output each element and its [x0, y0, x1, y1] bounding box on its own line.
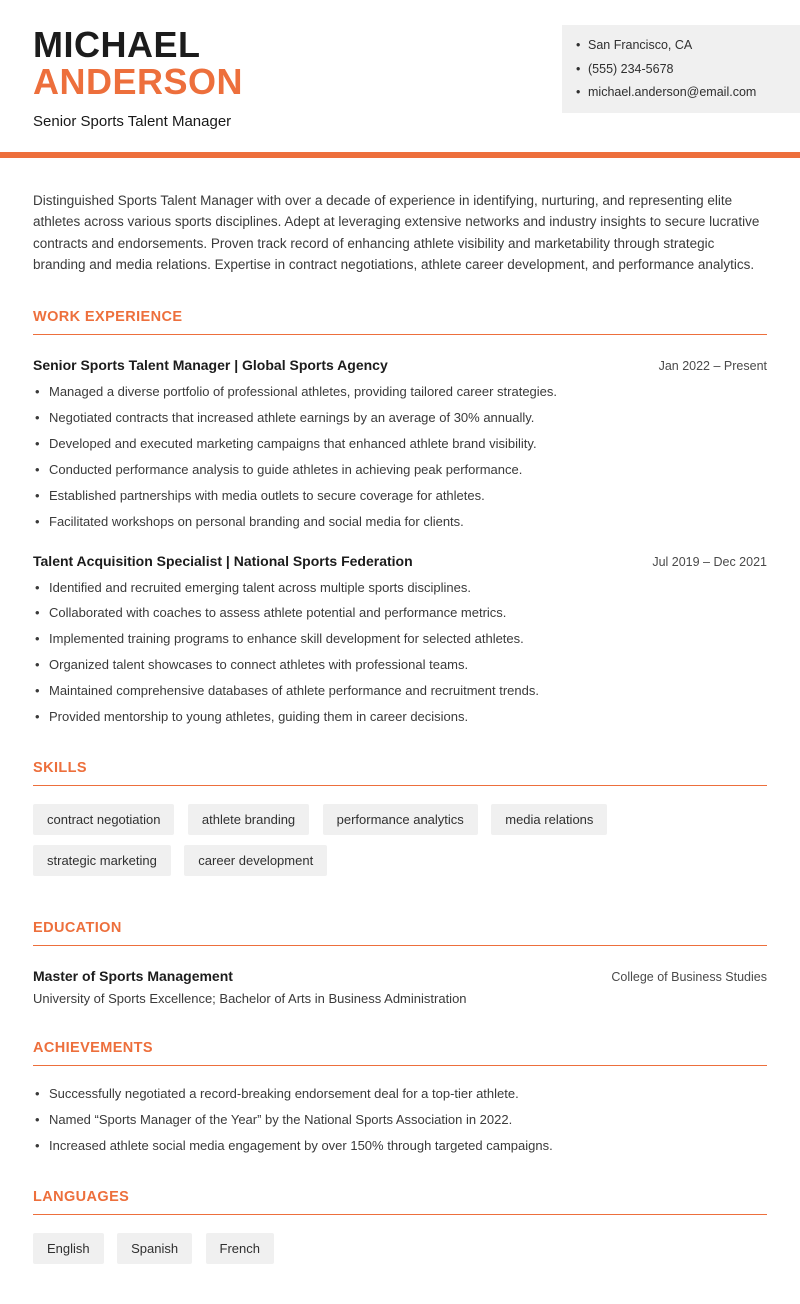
- contact-phone-text: (555) 234-5678: [588, 61, 674, 76]
- job-entry: [33, 357, 767, 530]
- bullet-icon: •: [576, 85, 581, 100]
- candidate-job-title: Senior Sports Talent Manager: [33, 112, 232, 130]
- skill-tag: career development: [184, 845, 327, 876]
- section-heading-work-experience: WORK EXPERIENCE: [33, 309, 183, 326]
- contact-location: [576, 38, 784, 54]
- education-entry-header: [33, 968, 767, 984]
- skill-tag: contract negotiation: [33, 804, 174, 835]
- education-details: University of Sports Excellence; Bachelor of Arts in Business Administration: [33, 990, 467, 1006]
- job-title: Senior Sports Talent Manager | Global Sports Agency: [33, 357, 388, 374]
- skill-tag: media relations: [491, 804, 607, 835]
- bullet-item: • Collaborated with coaches to assess athlete potential and performance metrics.: [33, 605, 767, 622]
- bullet-item: • Conducted performance analysis to guide athletes in achieving peak performance.: [33, 462, 767, 479]
- section-rule: [33, 945, 767, 946]
- section-rule: [33, 334, 767, 335]
- language-tag: English: [33, 1233, 104, 1264]
- bullet-item: • Established partnerships with media outlets to secure coverage for athletes.: [33, 488, 767, 505]
- bullet-item: • Facilitated workshops on personal branding and social media for clients.: [33, 514, 767, 531]
- accent-divider-bar: [0, 152, 800, 158]
- section-rule: [33, 785, 767, 786]
- bullet-item: • Managed a diverse portfolio of professional athletes, providing tailored career strategies.: [33, 384, 767, 401]
- education-institution: College of Business Studies: [611, 969, 767, 984]
- section-heading-achievements: ACHIEVEMENTS: [33, 1039, 154, 1056]
- bullet-item: • Implemented training programs to enhance skill development for selected athletes.: [33, 631, 767, 648]
- job-title: Talent Acquisition Specialist | National Sports Federation: [33, 552, 413, 569]
- achievements-bullet-list: [33, 1086, 767, 1155]
- bullet-icon: •: [576, 61, 581, 76]
- resume-body: [0, 190, 800, 1304]
- bullet-item: • Negotiated contracts that increased athlete earnings by an average of 30% annually.: [33, 410, 767, 427]
- bullet-item: • Developed and executed marketing campaigns that enhanced athlete brand visibility.: [33, 436, 767, 453]
- contact-box: [562, 25, 800, 113]
- skill-tag: performance analytics: [323, 804, 478, 835]
- resume-header: [0, 0, 800, 130]
- job-bullet-list: [33, 580, 767, 726]
- skill-tag: athlete branding: [188, 804, 309, 835]
- section-rule: [33, 1214, 767, 1215]
- job-header: [33, 553, 767, 569]
- skills-tag-list: [33, 804, 767, 886]
- job-header: [33, 357, 767, 373]
- bullet-icon: •: [576, 38, 581, 52]
- job-dates: Jan 2022 – Present: [658, 359, 767, 374]
- bullet-item: • Identified and recruited emerging talent across multiple sports disciplines.: [33, 580, 767, 597]
- section-heading-education: EDUCATION: [33, 919, 122, 936]
- bullet-item: • Increased athlete social media engagement by over 150% through targeted campaigns.: [33, 1138, 767, 1155]
- contact-email-text: michael.anderson@email.com: [588, 85, 757, 100]
- language-tag: French: [206, 1233, 274, 1264]
- section-rule: [33, 1065, 767, 1066]
- summary-paragraph: Distinguished Sports Talent Manager with over a decade of experience in identifying, nurturing, and representing elite athletes across various sports disciplines. Adept at leveraging extensive networks and industry insights to secure lucrative contracts and endorsements. Proven track record of enhancing athlete visibility and marketability through strategic branding and media relations. Expertise in contract negotiations, athlete career development, and performance analytics.: [33, 192, 760, 272]
- bullet-item: • Named “Sports Manager of the Year” by the National Sports Association in 2022.: [33, 1112, 767, 1129]
- job-bullet-list: [33, 384, 767, 530]
- language-tag: Spanish: [117, 1233, 192, 1264]
- bullet-item: • Successfully negotiated a record-breaking endorsement deal for a top-tier athlete.: [33, 1086, 767, 1103]
- contact-phone: [576, 62, 784, 78]
- bullet-item: • Provided mentorship to young athletes, guiding them in career decisions.: [33, 709, 767, 726]
- contact-location-text: San Francisco, CA: [588, 38, 693, 52]
- candidate-first-name: MICHAEL: [33, 24, 201, 65]
- bullet-item: • Maintained comprehensive databases of athlete performance and recruitment trends.: [33, 683, 767, 700]
- candidate-last-name: ANDERSON: [33, 61, 244, 103]
- languages-tag-list: [33, 1233, 767, 1274]
- bullet-item: • Organized talent showcases to connect athletes with professional teams.: [33, 657, 767, 674]
- job-dates: Jul 2019 – Dec 2021: [652, 554, 767, 569]
- section-heading-skills: SKILLS: [33, 759, 87, 776]
- skill-tag: strategic marketing: [33, 845, 171, 876]
- education-degree: Master of Sports Management: [33, 967, 233, 984]
- contact-email: [576, 85, 784, 101]
- section-heading-languages: LANGUAGES: [33, 1188, 130, 1205]
- job-entry: [33, 553, 767, 726]
